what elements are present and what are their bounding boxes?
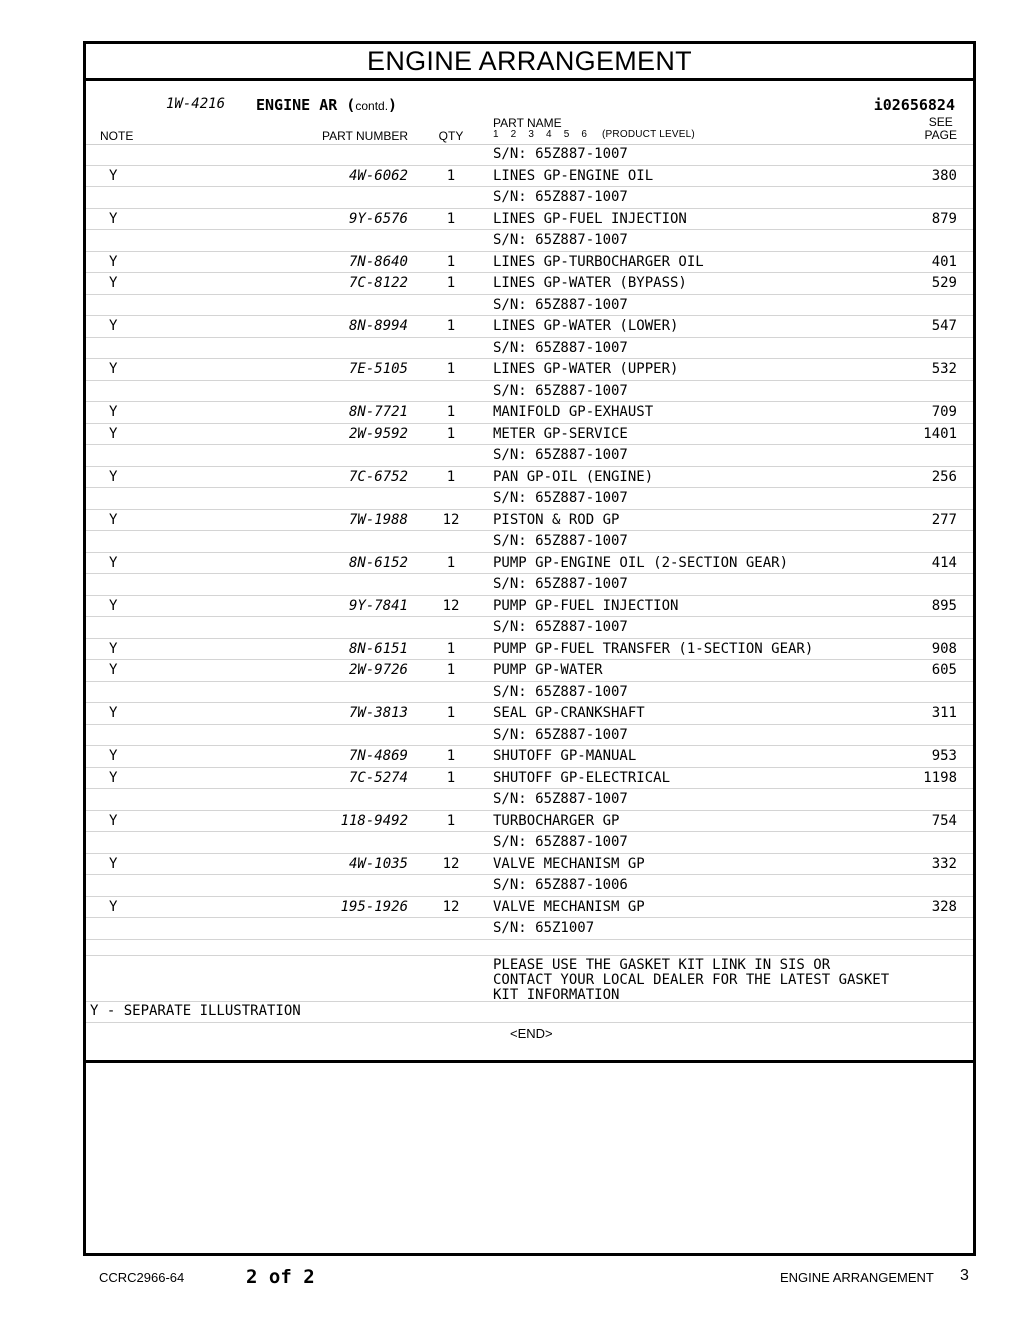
part-number: 7C-8122	[348, 275, 408, 291]
part-row	[86, 316, 973, 338]
serial-range: S/N: 65Z1007	[493, 920, 595, 936]
page-footer	[0, 1264, 1020, 1294]
serial-range-row	[86, 230, 973, 252]
note-flag: Y	[109, 425, 118, 442]
see-page: 401	[931, 253, 957, 270]
serial-range: S/N: 65Z887-1007	[493, 146, 628, 162]
part-number: 8N-6152	[348, 554, 408, 571]
part-name: LINES GP-ENGINE OIL	[493, 167, 654, 184]
serial-range-row	[86, 445, 973, 467]
part-name: METER GP-SERVICE	[493, 425, 628, 442]
serial-range-row	[86, 295, 973, 317]
note-flag: Y	[109, 855, 118, 872]
part-number: 4W-1035	[348, 855, 408, 872]
part-name: LINES GP-WATER (BYPASS)	[493, 275, 687, 291]
notice-line: CONTACT YOUR LOCAL DEALER FOR THE LATEST GASKET	[493, 971, 890, 988]
footer-page-of: 2 of 2	[246, 1266, 315, 1288]
serial-range-row	[86, 617, 973, 639]
serial-range-row	[86, 338, 973, 360]
column-page: PAGE	[924, 128, 957, 142]
serial-range: S/N: 65Z887-1007	[493, 619, 628, 635]
part-number: 9Y-6576	[348, 210, 408, 227]
serial-range-row	[86, 531, 973, 553]
part-row	[86, 596, 973, 618]
note-flag: Y	[109, 468, 118, 485]
group-name-close: )	[388, 96, 398, 114]
quantity: 1	[446, 769, 456, 786]
part-number: 7C-6752	[348, 468, 408, 485]
part-row	[86, 703, 973, 725]
part-number: 2W-9726	[348, 662, 408, 678]
group-contd: contd.	[355, 99, 389, 113]
note-flag: Y	[109, 210, 118, 227]
footer-page-number: 3	[960, 1267, 969, 1284]
serial-range-row	[86, 789, 973, 811]
group-part-number: 1W-4216	[166, 96, 226, 112]
part-row	[86, 402, 973, 424]
bottom-divider	[86, 1060, 973, 1063]
quantity: 1	[446, 640, 456, 657]
note-flag: Y	[109, 812, 118, 829]
end-marker: <END>	[510, 1025, 553, 1041]
see-page: 547	[931, 318, 957, 334]
part-number: 7C-5274	[348, 769, 408, 786]
quantity: 12	[442, 898, 460, 915]
part-name: PUMP GP-FUEL INJECTION	[493, 597, 679, 614]
part-row	[86, 467, 973, 489]
part-row	[86, 897, 973, 919]
part-number: 4W-6062	[348, 167, 408, 184]
part-name: MANIFOLD GP-EXHAUST	[493, 404, 654, 420]
part-row	[86, 811, 973, 833]
part-name: VALVE MECHANISM GP	[493, 898, 645, 915]
page-title: ENGINE ARRANGEMENT	[86, 44, 973, 81]
part-name: SEAL GP-CRANKSHAFT	[493, 705, 645, 721]
quantity: 1	[446, 468, 456, 485]
column-see: SEE	[928, 115, 953, 129]
quantity: 1	[446, 253, 456, 270]
part-name: SHUTOFF GP-MANUAL	[493, 748, 637, 764]
part-name: LINES GP-TURBOCHARGER OIL	[493, 253, 704, 270]
serial-range: S/N: 65Z887-1007	[493, 382, 628, 399]
quantity: 1	[446, 275, 456, 291]
group-name	[256, 96, 397, 114]
column-product-levels: 1 2 3 4 5 6 (PRODUCT LEVEL)	[493, 129, 695, 140]
serial-range-row	[86, 187, 973, 209]
serial-range: S/N: 65Z887-1007	[493, 490, 628, 506]
gasket-notice	[86, 956, 973, 1002]
footer-section-title: ENGINE ARRANGEMENT	[780, 1270, 934, 1285]
quantity: 1	[446, 425, 456, 442]
part-name: LINES GP-FUEL INJECTION	[493, 210, 687, 227]
serial-range: S/N: 65Z887-1007	[493, 576, 628, 592]
see-page: 605	[931, 662, 957, 678]
legend-text: Y - SEPARATE ILLUSTRATION	[90, 1002, 301, 1019]
serial-range-row	[86, 574, 973, 596]
note-flag: Y	[109, 640, 118, 657]
serial-range: S/N: 65Z887-1007	[493, 296, 628, 313]
part-number: 2W-9592	[348, 425, 408, 442]
see-page: 414	[931, 554, 957, 571]
part-number: 7N-8640	[348, 253, 408, 270]
serial-range: S/N: 65Z887-1007	[493, 447, 628, 463]
note-flag: Y	[109, 898, 118, 915]
part-name: LINES GP-WATER (LOWER)	[493, 318, 679, 334]
legend-row	[86, 1002, 973, 1023]
serial-range: S/N: 65Z887-1007	[493, 339, 628, 356]
parts-list-frame	[83, 41, 976, 1256]
serial-range: S/N: 65Z887-1007	[493, 189, 628, 205]
quantity: 1	[446, 705, 456, 721]
part-row	[86, 252, 973, 274]
notice-line: PLEASE USE THE GASKET KIT LINK IN SIS OR	[493, 956, 831, 973]
part-row	[86, 359, 973, 381]
column-note: NOTE	[100, 129, 134, 143]
part-row	[86, 854, 973, 876]
note-flag: Y	[109, 511, 118, 528]
part-row	[86, 166, 973, 188]
serial-range: S/N: 65Z887-1007	[493, 726, 628, 743]
see-page: 1198	[923, 769, 957, 786]
part-row	[86, 209, 973, 231]
part-row	[86, 273, 973, 295]
column-part-name: PART NAME	[493, 116, 562, 130]
serial-range: S/N: 65Z887-1007	[493, 683, 628, 700]
note-flag: Y	[109, 253, 118, 270]
see-page: 895	[931, 597, 957, 614]
part-number: 118-9492	[340, 812, 408, 829]
serial-range: S/N: 65Z887-1007	[493, 791, 628, 807]
part-number: 195-1926	[340, 898, 408, 915]
see-page: 332	[931, 855, 957, 872]
part-row	[86, 424, 973, 446]
note-flag: Y	[109, 769, 118, 786]
see-page: 277	[931, 511, 957, 528]
part-name: LINES GP-WATER (UPPER)	[493, 361, 679, 377]
quantity: 1	[446, 318, 456, 334]
serial-range-row	[86, 144, 973, 166]
serial-range-row	[86, 682, 973, 704]
part-number: 8N-6151	[348, 640, 408, 657]
see-page: 529	[931, 275, 957, 291]
column-qty: QTY	[438, 129, 464, 143]
gasket-notice-text	[493, 958, 889, 1003]
note-flag: Y	[109, 662, 118, 678]
see-page: 908	[931, 640, 957, 657]
part-name: PISTON & ROD GP	[493, 511, 620, 528]
quantity: 12	[442, 855, 460, 872]
part-number: 8N-7721	[348, 404, 408, 420]
note-flag: Y	[109, 361, 118, 377]
part-name: PUMP GP-ENGINE OIL (2-SECTION GEAR)	[493, 554, 789, 571]
see-page: 328	[931, 898, 957, 915]
part-number: 7E-5105	[348, 361, 408, 377]
serial-range-row	[86, 832, 973, 854]
see-page: 1401	[923, 425, 957, 442]
see-page: 256	[931, 468, 957, 485]
quantity: 1	[446, 167, 456, 184]
part-name: PUMP GP-WATER	[493, 662, 603, 678]
document-id: i02656824	[873, 96, 955, 114]
note-flag: Y	[109, 554, 118, 571]
note-flag: Y	[109, 597, 118, 614]
note-flag: Y	[109, 404, 118, 420]
serial-range-row	[86, 875, 973, 897]
parts-rows	[86, 144, 973, 956]
note-flag: Y	[109, 318, 118, 334]
part-row	[86, 660, 973, 682]
column-part-number: PART NUMBER	[321, 129, 408, 143]
part-row	[86, 639, 973, 661]
quantity: 1	[446, 210, 456, 227]
serial-range: S/N: 65Z887-1007	[493, 232, 628, 248]
note-flag: Y	[109, 748, 118, 764]
part-name: VALVE MECHANISM GP	[493, 855, 645, 872]
group-name-text: ENGINE AR (	[256, 96, 356, 114]
serial-range: S/N: 65Z887-1006	[493, 877, 628, 893]
quantity: 1	[446, 748, 456, 764]
part-name: SHUTOFF GP-ELECTRICAL	[493, 769, 671, 786]
part-name: TURBOCHARGER GP	[493, 812, 620, 829]
part-row	[86, 510, 973, 532]
quantity: 1	[446, 662, 456, 678]
part-name: PUMP GP-FUEL TRANSFER (1-SECTION GEAR)	[493, 640, 814, 657]
serial-range-row	[86, 488, 973, 510]
column-see-page	[925, 116, 957, 142]
note-flag: Y	[109, 167, 118, 184]
see-page: 754	[931, 812, 957, 829]
note-flag: Y	[109, 705, 118, 721]
part-number: 7N-4869	[348, 748, 408, 764]
see-page: 532	[931, 361, 957, 377]
serial-range-row	[86, 381, 973, 403]
quantity: 12	[442, 597, 460, 614]
part-number: 7W-1988	[348, 511, 408, 528]
see-page: 953	[931, 748, 957, 764]
quantity: 1	[446, 554, 456, 571]
quantity: 1	[446, 361, 456, 377]
part-name: PAN GP-OIL (ENGINE)	[493, 468, 654, 485]
see-page: 879	[931, 210, 957, 227]
column-headers	[86, 116, 973, 145]
notice-line: KIT INFORMATION	[493, 986, 620, 1003]
serial-range-row	[86, 725, 973, 747]
group-header	[86, 96, 973, 116]
part-row	[86, 553, 973, 575]
part-number: 8N-8994	[348, 318, 408, 334]
serial-range-row	[86, 918, 973, 940]
part-row	[86, 746, 973, 768]
quantity: 1	[446, 404, 456, 420]
quantity: 1	[446, 812, 456, 829]
part-number: 9Y-7841	[348, 597, 408, 614]
note-flag: Y	[109, 275, 118, 291]
see-page: 380	[931, 167, 957, 184]
see-page: 311	[931, 705, 957, 721]
quantity: 12	[442, 511, 460, 528]
see-page: 709	[931, 404, 957, 420]
parts-table	[86, 144, 973, 1045]
spacer-row	[86, 940, 973, 956]
serial-range: S/N: 65Z887-1007	[493, 533, 628, 549]
part-row	[86, 768, 973, 790]
end-row	[86, 1023, 973, 1045]
serial-range: S/N: 65Z887-1007	[493, 834, 628, 850]
part-number: 7W-3813	[348, 705, 408, 721]
footer-doc-code: CCRC2966-64	[99, 1270, 185, 1285]
